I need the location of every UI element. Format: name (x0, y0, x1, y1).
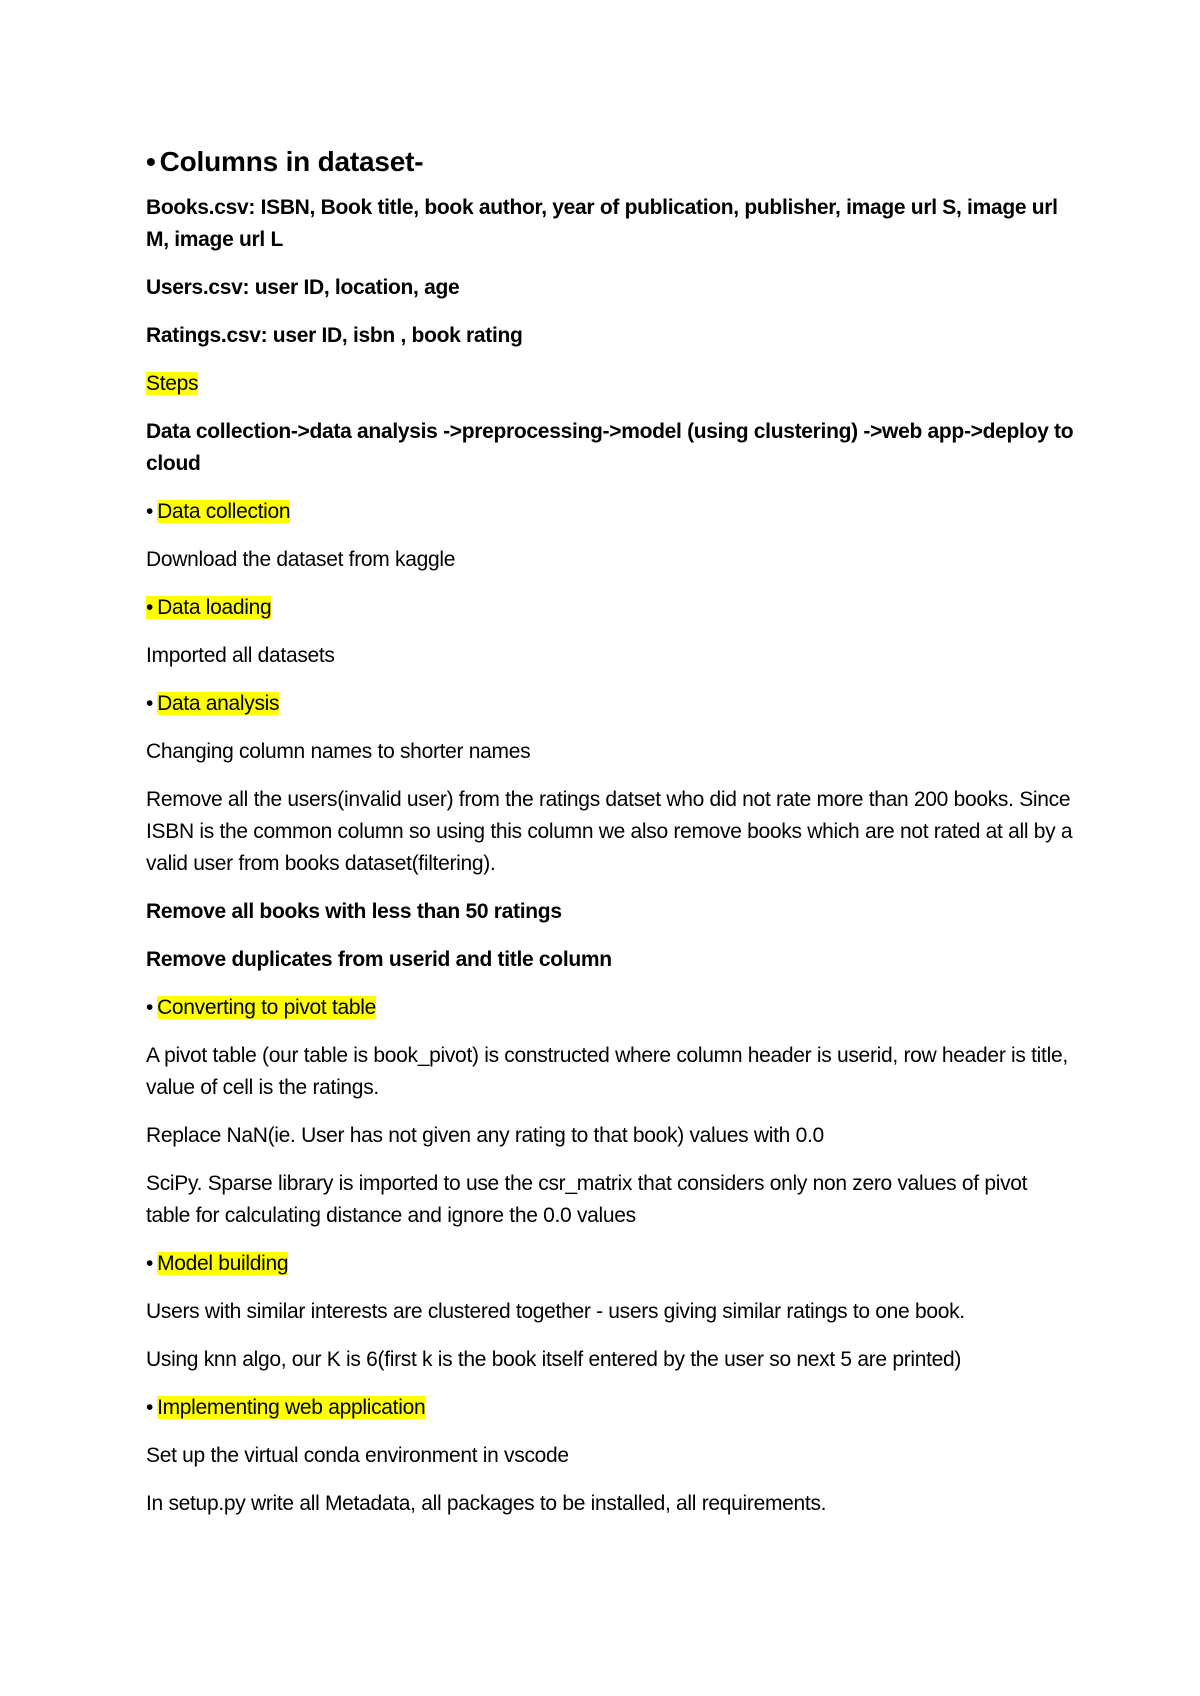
changing-paragraph: Changing column names to shorter names (146, 740, 531, 763)
bullet-icon: • (146, 692, 154, 715)
conda-paragraph: Set up the virtual conda environment in vscode (146, 1444, 569, 1467)
bullet-icon: • (146, 1396, 154, 1419)
heading-text: Columns in dataset- (159, 146, 424, 177)
setup-py-paragraph: In setup.py write all Metadata, all packages to be installed, all requirements. (146, 1492, 827, 1515)
users-csv-columns: Users.csv: user ID, location, age (146, 276, 460, 299)
bullet-icon: • (146, 996, 154, 1019)
highlighted-text (146, 596, 271, 619)
highlighted-text: Model building (157, 1252, 289, 1275)
highlighted-text: Data collection (157, 500, 291, 523)
bullet-icon: • (146, 146, 156, 177)
steps-label (146, 368, 1076, 400)
bullet-data-collection (146, 496, 1076, 528)
replace-nan-paragraph: Replace NaN(ie. User has not given any rating to that book) values with 0.0 (146, 1124, 824, 1147)
highlighted-text: Implementing web application (157, 1396, 426, 1419)
users-similar-paragraph: Users with similar interests are clustered together - users giving similar ratings to one book. (146, 1300, 965, 1323)
highlighted-text: Steps (146, 372, 199, 395)
imported-paragraph: Imported all datasets (146, 644, 335, 667)
scipy-paragraph: SciPy. Sparse library is imported to use the csr_matrix that considers only non zero values of pivot table for calculating distance and ignore the 0.0 values (146, 1172, 1028, 1227)
highlighted-text: Data analysis (157, 692, 280, 715)
bullet-text: Data loading (157, 596, 272, 619)
bullet-icon: • (146, 500, 154, 523)
bullet-web-application (146, 1392, 1076, 1424)
ratings-csv-columns: Ratings.csv: user ID, isbn , book rating (146, 324, 523, 347)
remove-books-paragraph: Remove all books with less than 50 ratings (146, 900, 562, 923)
knn-paragraph: Using knn algo, our K is 6(first k is the book itself entered by the user so next 5 are printed) (146, 1348, 962, 1371)
remove-users-paragraph: Remove all the users(invalid user) from the ratings datset who did not rate more than 200 books. Since ISBN is the common column so using this column we also remove books which are not rated at all by a valid user from books dataset(filtering). (146, 788, 1073, 875)
books-csv-columns: Books.csv: ISBN, Book title, book author, year of publication, publisher, image url S, image url M, image url L (146, 196, 1058, 251)
bullet-icon: • (146, 1252, 154, 1275)
bullet-model-building (146, 1248, 1076, 1280)
bullet-icon: • (146, 596, 154, 619)
section-heading (146, 142, 1076, 182)
bullet-pivot-table (146, 992, 1076, 1024)
bullet-data-loading (146, 592, 1076, 624)
download-paragraph: Download the dataset from kaggle (146, 548, 456, 571)
document-content (146, 142, 1076, 1536)
remove-duplicates-paragraph: Remove duplicates from userid and title column (146, 948, 612, 971)
highlighted-text: Converting to pivot table (157, 996, 377, 1019)
pivot-description: A pivot table (our table is book_pivot) is constructed where column header is userid, row header is title, value of cell is the ratings. (146, 1044, 1068, 1099)
bullet-data-analysis (146, 688, 1076, 720)
pipeline-steps: Data collection->data analysis ->preprocessing->model (using clustering) ->web app->deploy to cloud (146, 420, 1074, 475)
